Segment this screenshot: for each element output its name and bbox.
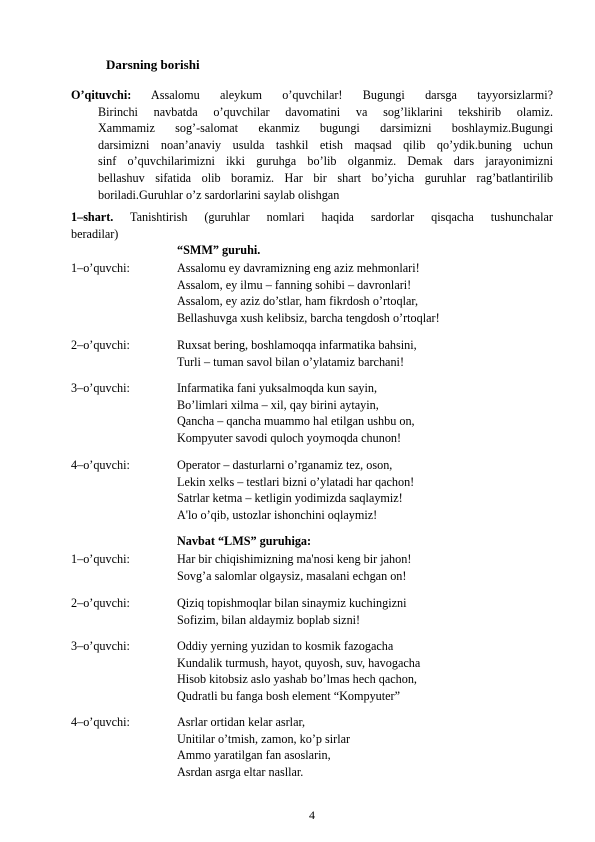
verse — [177, 551, 411, 584]
teacher-label: O’qituvchi: — [71, 88, 132, 102]
speaker-label: 1–o’quvchi: — [71, 261, 130, 275]
verse-line: Asrlar ortidan kelar asrlar, — [177, 715, 306, 729]
speaker-label: 2–o’quvchi: — [71, 338, 130, 352]
verse-line: Bo’limlari xilma – xil, qay birini aytayin, — [177, 397, 379, 412]
verse-line: Turli – tuman savol bilan o’ylatamiz barchani! — [177, 354, 404, 369]
verse-line: Qudratli bu fanga bosh element “Kompyuter” — [177, 688, 401, 703]
intro-line: darsimizni noan’anaviy usulda tashkil etish maqsad qilib qo’ydik.buning uchun — [98, 137, 553, 152]
verse-line: Satrlar ketma – ketligin yodimizda saqlaymiz! — [177, 491, 403, 506]
teacher-intro-paragraph — [71, 87, 553, 203]
intro-first-line — [71, 87, 553, 104]
verse-line: Oddiy yerning yuzidan to kosmik fazogacha — [177, 639, 394, 653]
condition-label: 1–shart. — [71, 210, 114, 224]
speaker-label: 3–o’quvchi: — [71, 381, 130, 395]
verse-line: Har bir chiqishimizning ma'nosi keng bir jahon! — [177, 552, 412, 566]
verse — [177, 337, 417, 370]
verse-line: Kompyuter savodi quloch yoymoqda chunon! — [177, 430, 402, 445]
verse-line: Asrdan asrga eltar nasllar. — [177, 764, 304, 779]
intro-line: sinf o’quvchilarimizni ikki guruhga bo’lib olganmiz. Demak dars jarayonimizni — [98, 154, 553, 169]
verse-line: Unitilar o’tmish, zamon, ko’p sirlar — [177, 731, 351, 746]
verse-line: Kundalik turmush, hayot, quyosh, suv, havogacha — [177, 655, 421, 670]
verse-line: A'lo o’qib, ustozlar ishonchini oqlaymiz! — [177, 507, 378, 522]
verse-line: Qiziq topishmoqlar bilan sinaymiz kuchingizni — [177, 596, 407, 610]
group-title-lms: Navbat “LMS” guruhiga: — [177, 534, 312, 548]
verse-line: Assalomu ey davramizning eng aziz mehmonlari! — [177, 261, 420, 275]
group-title-smm: “SMM” guruhi. — [177, 243, 261, 257]
intro-line: Xammamiz sog’-salomat ekanmiz bugungi darsimizni boshlaymiz.Bugungi — [98, 121, 553, 136]
verse-line: Sofizim, bilan aldaymiz boplab sizni! — [177, 612, 361, 627]
verse-line: Lekin xelks – testlari bizni o’ylatadi har qachon! — [177, 474, 415, 489]
condition-first-line-text: Tanishtirish (guruhlar nomlari haqida sardorlar qisqacha tushunchalar — [130, 210, 553, 224]
speaker-label: 2–o’quvchi: — [71, 596, 130, 610]
verse — [177, 380, 415, 446]
verse-line: Infarmatika fani yuksalmoqda kun sayin, — [177, 381, 378, 395]
intro-line: bellashuv sifatida olib boramiz. Har bir shart bo’yicha guruhlar rag’batlantirilib — [98, 170, 553, 185]
verse — [177, 714, 350, 780]
verse-line: Operator – dasturlarni o’rganamiz tez, oson, — [177, 458, 393, 472]
verse-line: Sovg’a salomlar olgaysiz, masalani echgan on! — [177, 568, 407, 583]
intro-last-line: boriladi.Guruhlar o’z sardorlarini saylab olishgan — [98, 187, 340, 202]
verse-line: Assalom, ey aziz do’stlar, ham fikrdosh o’rtoqlar, — [177, 294, 419, 309]
verse-line: Hisob kitobsiz aslo yashab bo’lmas hech qachon, — [177, 672, 417, 687]
condition-second-line: beradilar) — [71, 226, 119, 241]
section-heading: Darsning borishi — [106, 57, 200, 72]
speaker-label: 4–o’quvchi: — [71, 458, 130, 472]
condition-first-line — [71, 209, 553, 226]
verse-line: Qancha – qancha muammo hal etilgan ushbu on, — [177, 414, 415, 429]
verse — [177, 595, 407, 628]
intro-first-line-text: Assalomu aleykum o’quvchilar! Bugungi darsga tayyorsizlarmi? — [150, 88, 554, 102]
intro-line: Birinchi navbatda o’quvchilar davomatini va sog’liklarini tekshirib olamiz. — [98, 104, 553, 119]
verse — [177, 638, 420, 704]
verse-line: Ruxsat bering, boshlamoqqa infarmatika bahsini, — [177, 338, 417, 352]
speaker-label: 3–o’quvchi: — [71, 639, 130, 653]
speaker-label: 4–o’quvchi: — [71, 715, 130, 729]
verse-line: Assalom, ey ilmu – fanning sohibi – davronlari! — [177, 277, 412, 292]
verse-line: Bellashuvga xush kelibsiz, barcha tengdosh o’rtoqlar! — [177, 310, 440, 325]
verse — [177, 457, 414, 523]
condition-paragraph — [71, 209, 553, 242]
verse — [177, 260, 440, 326]
speaker-label: 1–o’quvchi: — [71, 552, 130, 566]
verse-line: Ammo yaratilgan fan asoslarin, — [177, 748, 331, 763]
page-number: 4 — [309, 808, 315, 822]
